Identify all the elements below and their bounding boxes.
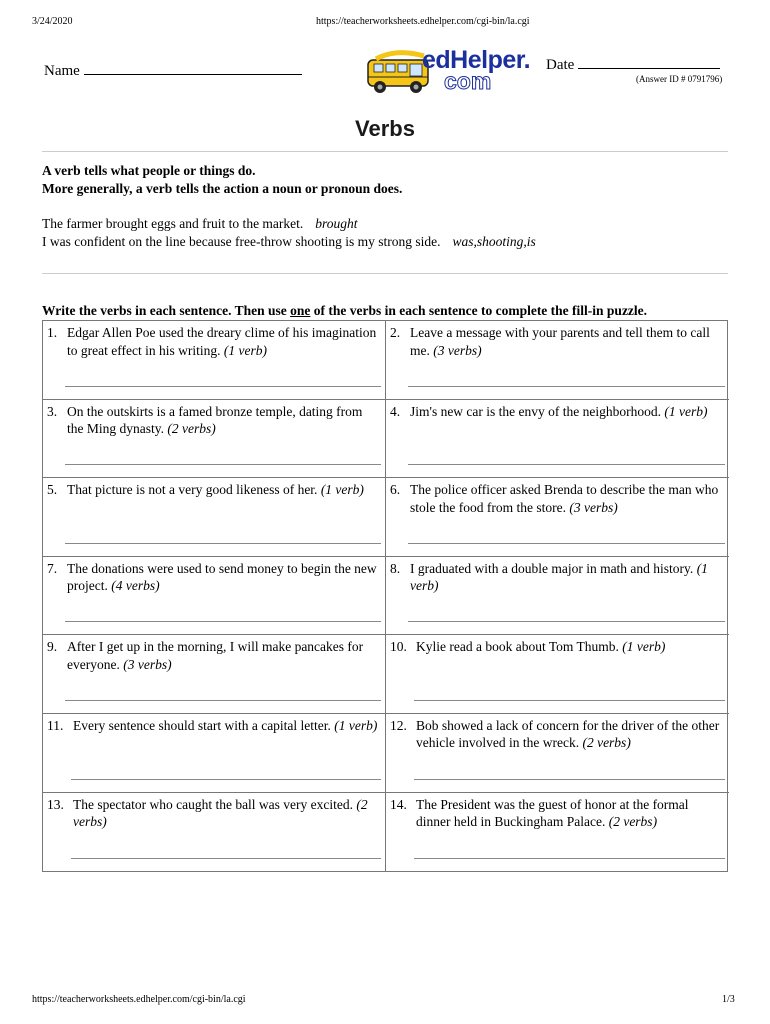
question-cell: [386, 321, 729, 400]
question-text: I graduated with a double major in math and history. (1 verb): [410, 560, 708, 594]
page-title: Verbs: [355, 116, 415, 141]
verb-count-hint: (3 verbs): [123, 656, 172, 672]
question-number: 7.: [47, 560, 58, 576]
answer-line[interactable]: [408, 543, 725, 544]
answer-line[interactable]: [65, 543, 381, 544]
question-cell: [386, 793, 729, 872]
example-sentence: The farmer brought eggs and fruit to the market.: [42, 216, 304, 231]
answer-line[interactable]: [408, 621, 725, 622]
divider: [42, 151, 728, 152]
logo-text: edHelper.: [422, 46, 531, 74]
question-number: 11.: [47, 717, 64, 733]
question-number: 10.: [390, 639, 407, 655]
instruction-text: Write the verbs in each sentence. Then use: [42, 303, 291, 318]
question-number: 2.: [390, 325, 401, 340]
intro-line: More generally, a verb tells the action a noun or pronoun does.: [42, 181, 403, 196]
verb-count-hint: (4 verbs): [111, 578, 160, 594]
question-number: 6.: [390, 482, 401, 498]
verb-count-hint: (3 verbs): [433, 342, 482, 358]
answer-line[interactable]: [71, 779, 381, 780]
edhelper-logo: [366, 46, 531, 100]
intro-definition: [42, 162, 402, 198]
question-text: Jim's new car is the envy of the neighborhood. (1 verb): [410, 403, 708, 419]
question-cell: [386, 714, 729, 793]
examples: [42, 215, 536, 251]
verb-count-hint: (1 verb): [223, 342, 267, 358]
name-blank-line: [84, 62, 302, 75]
question-grid: [42, 320, 728, 872]
question-number: 1.: [47, 325, 58, 340]
question-number: 3.: [47, 403, 58, 419]
example-row: [42, 215, 536, 233]
question-number: 13.: [47, 796, 64, 812]
date-field: [546, 56, 720, 74]
question-number: 4.: [390, 403, 401, 419]
question-text: Edgar Allen Poe used the dreary clime of his imagination to great effect in his writing. (1 verb): [67, 325, 377, 358]
question-text: The police officer asked Brenda to describe the man who stole the food from the store. (3 verbs): [410, 482, 719, 515]
verb-count-hint: (1 verb): [664, 403, 708, 419]
answer-line[interactable]: [65, 464, 381, 465]
example-row: [42, 233, 536, 251]
answer-line[interactable]: [408, 386, 725, 387]
verb-count-hint: (1 verb): [334, 717, 378, 733]
verb-count-hint: (3 verbs): [569, 499, 618, 515]
intro-line: A verb tells what people or things do.: [42, 163, 256, 178]
question-cell: [43, 557, 386, 636]
question-cell: [43, 793, 386, 872]
question-number: 5.: [47, 482, 58, 498]
divider: [42, 273, 728, 274]
instruction-text: of the verbs in each sentence to complete the fill-in puzzle.: [310, 303, 648, 318]
print-url: https://teacherworksheets.edhelper.com/cgi-bin/la.cgi: [316, 16, 530, 27]
example-answer: was,shooting,is: [452, 234, 536, 249]
question-number: 8.: [390, 560, 401, 576]
date-label: Date: [546, 57, 575, 73]
answer-line[interactable]: [414, 858, 725, 859]
question-number: 12.: [390, 717, 407, 733]
example-sentence: I was confident on the line because free-throw shooting is my strong side.: [42, 234, 441, 249]
question-cell: [43, 321, 386, 400]
instructions: [42, 303, 647, 319]
question-text: On the outskirts is a famed bronze temple, dating from the Ming dynasty. (2 verbs): [67, 403, 363, 437]
question-text: After I get up in the morning, I will make pancakes for everyone. (3 verbs): [67, 639, 364, 672]
answer-line[interactable]: [414, 700, 725, 701]
question-number: 14.: [390, 796, 407, 812]
answer-id: (Answer ID # 0791796): [636, 74, 723, 84]
question-cell: [386, 635, 729, 714]
question-number: 9.: [47, 639, 58, 655]
question-cell: [43, 478, 386, 557]
verb-count-hint: (2 verbs): [73, 796, 368, 830]
logo-text-com: com: [444, 68, 492, 94]
verb-count-hint: (1 verb): [622, 639, 666, 655]
answer-line[interactable]: [65, 700, 381, 701]
footer-url: https://teacherworksheets.edhelper.com/cgi-bin/la.cgi: [32, 994, 246, 1005]
verb-count-hint: (2 verbs): [582, 735, 631, 751]
verb-count-hint: (2 verbs): [608, 814, 658, 830]
question-text: The President was the guest of honor at the formal dinner held in Buckingham Palace. (2 verbs): [416, 796, 689, 830]
question-cell: [386, 557, 729, 636]
answer-line[interactable]: [65, 621, 381, 622]
page-number: 1/3: [722, 994, 735, 1005]
verb-count-hint: (1 verb): [320, 482, 364, 498]
question-cell: [43, 714, 386, 793]
question-text: That picture is not a very good likeness of her. (1 verb): [67, 482, 364, 498]
question-text: Leave a message with your parents and tell them to call me. (3 verbs): [410, 325, 710, 358]
question-text: Every sentence should start with a capital letter. (1 verb): [73, 717, 378, 733]
question-cell: [43, 400, 386, 479]
date-blank-line: [578, 56, 720, 69]
name-label: Name: [44, 63, 80, 79]
question-text: The spectator who caught the ball was very excited. (2 verbs): [73, 796, 368, 830]
example-answer: brought: [315, 216, 358, 231]
verb-count-hint: (1 verb): [410, 560, 708, 594]
instruction-emphasis: one: [290, 303, 311, 318]
question-cell: [386, 400, 729, 479]
answer-line[interactable]: [71, 858, 381, 859]
verb-count-hint: (2 verbs): [167, 421, 216, 437]
name-field: [44, 62, 302, 80]
answer-line[interactable]: [65, 386, 381, 387]
question-cell: [386, 478, 729, 557]
question-text: The donations were used to send money to begin the new project. (4 verbs): [67, 560, 377, 594]
question-text: Kylie read a book about Tom Thumb. (1 verb): [416, 639, 666, 655]
answer-line[interactable]: [414, 779, 725, 780]
question-text: Bob showed a lack of concern for the driver of the other vehicle involved in the wreck. (2 verbs): [416, 717, 720, 751]
question-cell: [43, 635, 386, 714]
answer-line[interactable]: [408, 464, 725, 465]
print-date: 3/24/2020: [32, 16, 73, 27]
